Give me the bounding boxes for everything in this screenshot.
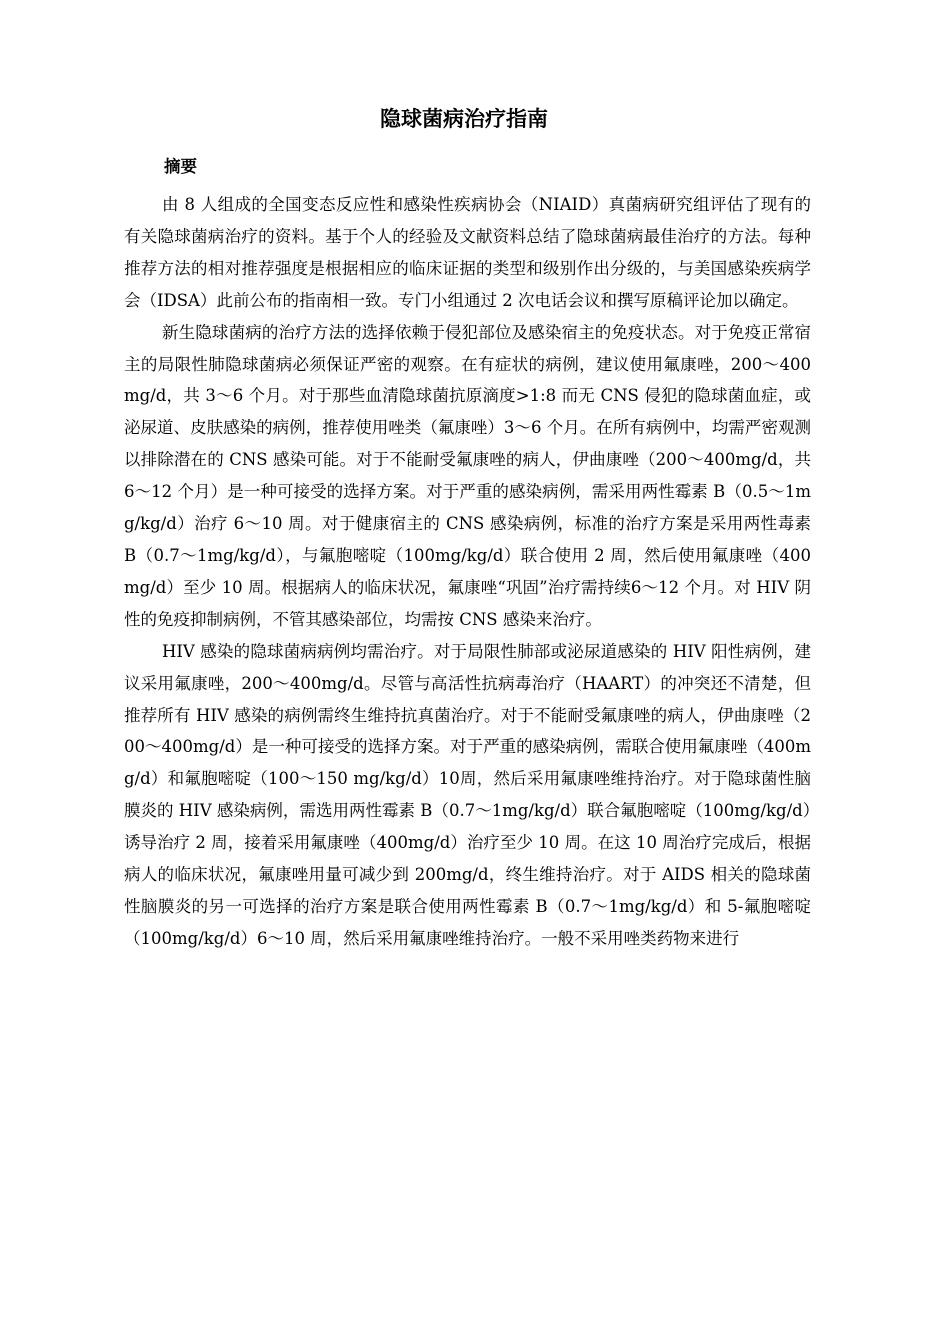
paragraph-3: HIV 感染的隐球菌病病例均需治疗。对于局限性肺部或泌尿道感染的 HIV 阳性病例，建议采用氟康唑，200～400mg/d。尽管与高活性抗病毒治疗（HAART）的冲突还不清楚，但推荐所有 HIV 感染的病例需终生维持抗真菌治疗。对于不能耐受氟康唑的病人，伊曲康唑（200～400mg/d）是一种可接受的选择方案。对于严重的感染病例，需联合使用氟康唑（400mg/d）和氟胞嘧啶（100～150 mg/kg/d）10周，然后采用氟康唑维持治疗。对于隐球菌性脑膜炎的 HIV 感染病例，需选用两性霉素 B（0.7～1mg/kg/d）联合氟胞嘧啶（100mg/kg/d）诱导治疗 2 周，接着采用氟康唑（400mg/d）治疗至少 10 周。在这 10 周治疗完成后，根据病人的临床状况，氟康唑用量可减少到 200mg/d，终生维持治疗。对于 AIDS 相关的隐球菌性脑膜炎的另一可选择的治疗方案是联合使用两性霉素 B（0.7～1mg/kg/d）和 5-氟胞嘧啶（100mg/kg/d）6～10 周，然后采用氟康唑维持治疗。一般不采用唑类药物来进行 bbox=[124, 641, 811, 948]
abstract-heading: 摘要 bbox=[164, 157, 197, 176]
paragraph-1: 由 8 人组成的全国变态反应性和感染性疾病协会（NIAID）真菌病研究组评估了现有的有关隐球菌病治疗的资料。基于个人的经验及文献资料总结了隐球菌病最佳治疗的方法。每种推荐方法的相对推荐强度是根据相应的临床证据的类型和级别作出分级的，与美国感染疾病学会（IDSA）此前公布的指南相一致。专门小组通过 2 次电话会议和撰写原稿评论加以确定。 bbox=[124, 195, 811, 310]
document-title: 隐球菌病治疗指南 bbox=[380, 107, 548, 131]
abstract-body bbox=[124, 189, 811, 955]
paragraph-2: 新生隐球菌病的治疗方法的选择依赖于侵犯部位及感染宿主的免疫状态。对于免疫正常宿主的局限性肺隐球菌病必须保证严密的观察。在有症状的病例，建议使用氟康唑，200～400mg/d，共 3～6 个月。对于那些血清隐球菌抗原滴度>1:8 而无 CNS 侵犯的隐球菌血症，或泌尿道、皮肤感染的病例，推荐使用唑类（氟康唑）3～6 个月。在所有病例中，均需严密观测以排除潜在的 CNS 感染可能。对于不能耐受氟康唑的病人，伊曲康唑（200～400mg/d，共 6～12 个月）是一种可接受的选择方案。对于严重的感染病例，需采用两性霉素 B（0.5～1mg/kg/d）治疗 6～10 周。对于健康宿主的 CNS 感染病例，标准的治疗方案是采用两性毒素 B（0.7～1mg/kg/d），与氟胞嘧啶（100mg/kg/d）联合使用 2 周，然后使用氟康唑（400mg/d）至少 10 周。根据病人的临床状况，氟康唑“巩固”治疗需持续6～12 个月。对 HIV 阴性的免疫抑制病例，不管其感染部位，均需按 CNS 感染来治疗。 bbox=[124, 322, 811, 629]
